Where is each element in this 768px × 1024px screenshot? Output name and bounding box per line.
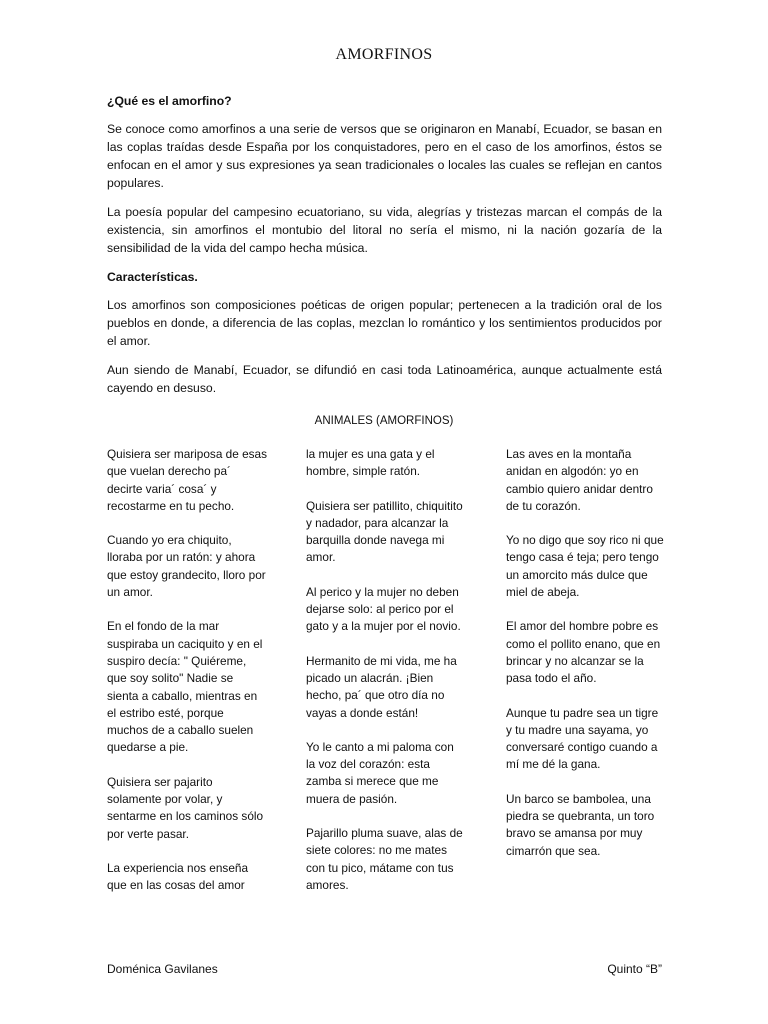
poem-stanza: La experiencia nos enseña que en las cosas del amor [107, 860, 249, 893]
footer-grade: Quinto “B” [607, 962, 662, 976]
poem-stanza: Cuando yo era chiquito, lloraba por un ratón: y ahora que estoy grandecito, lloro por un amor. [107, 533, 266, 600]
poem-stanza: Hermanito de mi vida, me ha picado un alacrán. ¡Bien hecho, pa´ que otro día no vayas a donde están! [306, 653, 457, 720]
poem-stanza: Quisiera ser mariposa de esas que vuelan derecho pa´ decirte varia´ cosa´ y recostarme en tu pecho. [107, 447, 267, 513]
poem-stanza: Quisiera ser patillito, chiquitito y nadador, para alcanzar la barquilla donde navega mi amor. [306, 498, 463, 565]
paragraph-3: Los amorfinos son composiciones poéticas de origen popular; pertenecen a la tradición oral de los pueblos en donde, a diferencia de las coplas, mezclan lo romántico y los sentimientos producidos por el amor. [107, 298, 662, 348]
poem-stanza: Yo no digo que soy rico ni que tengo casa é teja; pero tengo un amorcito más dulce que miel de abeja. [506, 533, 664, 600]
paragraph-4: Aun siendo de Manabí, Ecuador, se difundió en casi toda Latinoamérica, aunque actualmente está cayendo en desuso. [107, 363, 662, 395]
poem-stanza: Aunque tu padre sea un tigre y tu madre una sayama, yo conversaré contigo cuando a mí me dé la gana. [506, 705, 659, 772]
poem-stanza: Al perico y la mujer no deben dejarse solo: al perico por el gato y a la mujer por el novio. [306, 584, 461, 634]
poem-stanza: Un barco se bambolea, una piedra se quebranta, un toro bravo se amansa por muy cimarrón que sea. [506, 791, 655, 858]
paragraph-1: Se conoce como amorfinos a una serie de versos que se originaron en Manabí, Ecuador, se basan en las coplas traídas desde España por los conquistadores, pero en el caso de los amorfinos, éstos se enfocan en el amor y sus expresiones ya sean tradicionales o locales las cuales se reflejan en cantos populares. [107, 122, 662, 190]
poem-column-1 [107, 446, 267, 912]
poem-stanza: la mujer es una gata y el hombre, simple ratón. [306, 447, 435, 479]
poem-stanza: Las aves en la montaña anidan en algodón: yo en cambio quiero anidar dentro de tu corazón. [506, 447, 653, 513]
poem-stanza: El amor del hombre pobre es como el pollito enano, que en brincar y no alcanzar se la pasa todo el año. [506, 619, 661, 686]
page-title: AMORFINOS [335, 46, 433, 63]
poem-stanza: Quisiera ser pajarito solamente por volar, y sentarme en los caminos sólo por verte pasar. [107, 774, 264, 841]
poem-column-3 [506, 446, 666, 877]
poem-stanza: Yo le canto a mi paloma con la voz del corazón: esta zamba si merece que me muera de pasión. [306, 739, 454, 806]
poem-stanza: Pajarillo pluma suave, alas de siete colores: no me mates con tu pico, mátame con tus amores. [306, 826, 463, 892]
section-heading-what: ¿Qué es el amorfino? [107, 94, 232, 108]
poem-stanza: En el fondo de la mar suspiraba un caciquito y en el suspiro decía: " Quiéreme, que soy solito" Nadie se sienta a caballo, mientras en el estribo esté, porque muchos de a caballo suelen quedarse a pie. [107, 619, 263, 755]
section-heading-features: Características. [107, 270, 198, 284]
paragraph-2: La poesía popular del campesino ecuatoriano, su vida, alegrías y tristezas marcan el compás de la existencia, sin amorfinos el montubio del litoral no sería el mismo, ni la nación gozaría de la sensibilidad de la vida del campo hecha música. [107, 205, 662, 255]
footer-author: Doménica Gavilanes [107, 962, 218, 976]
poem-column-2 [306, 446, 466, 911]
document-body [107, 92, 662, 408]
poems-subtitle: ANIMALES (AMORFINOS) [314, 415, 454, 427]
